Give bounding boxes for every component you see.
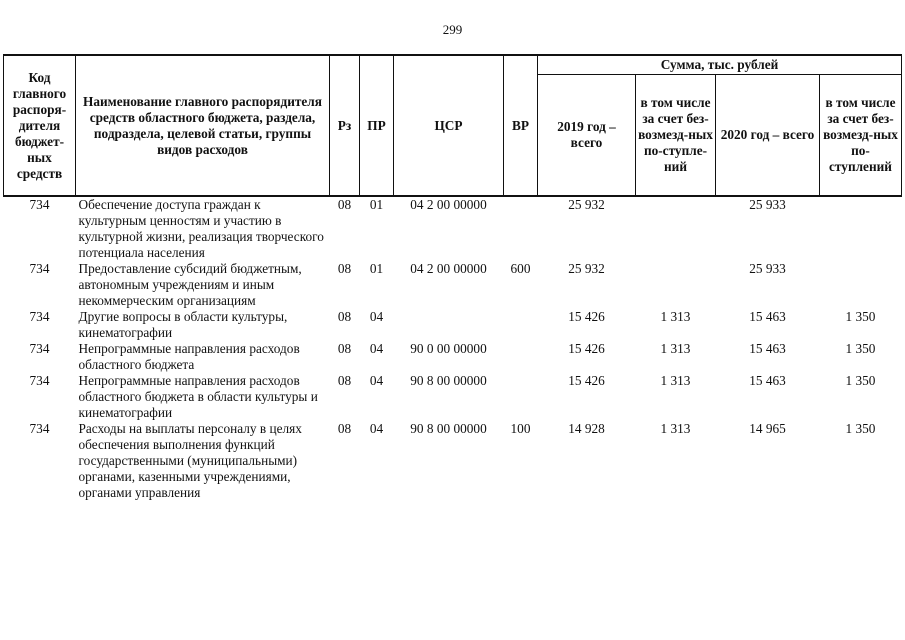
row-rz: 08 <box>337 309 352 324</box>
row-2020-free: 1 350 <box>845 421 876 436</box>
row-rz: 08 <box>337 421 352 436</box>
header-2019-total: 2019 год – всего <box>538 75 636 197</box>
table-row <box>4 421 902 501</box>
row-pr: 04 <box>369 373 384 388</box>
row-2020-total: 15 463 <box>749 373 786 388</box>
row-2019-free: 1 313 <box>660 373 691 388</box>
row-csr <box>394 309 504 341</box>
row-pr: 04 <box>369 341 384 356</box>
row-rz: 08 <box>337 197 352 212</box>
header-2019-free: в том числе за счет без-возмезд-ных по-ступле-ний <box>636 75 716 197</box>
row-vr <box>504 341 538 373</box>
row-code: 734 <box>29 261 50 276</box>
table-row <box>4 341 902 373</box>
row-pr: 01 <box>369 197 384 212</box>
table-row <box>4 309 902 341</box>
row-code: 734 <box>29 421 50 436</box>
row-vr: 100 <box>510 421 531 436</box>
row-name: Обеспечение доступа граждан к культурным ценностям и участию в культурной жизни, реализация творческого потенциала населения <box>78 197 324 260</box>
row-pr: 04 <box>369 309 384 324</box>
row-vr <box>504 309 538 341</box>
header-code: Код главного распоря-дителя бюджет-ных средств <box>4 55 76 196</box>
table-row <box>4 261 902 309</box>
row-rz: 08 <box>337 373 352 388</box>
row-vr <box>504 373 538 421</box>
row-vr: 600 <box>510 261 531 276</box>
row-2019-free: 1 313 <box>660 421 691 436</box>
row-code: 734 <box>29 373 50 388</box>
row-name: Предоставление субсидий бюджетным, автономным учреждениям и иным некоммерческим организациям <box>78 261 302 308</box>
row-2019-total: 15 426 <box>568 309 605 324</box>
row-name: Другие вопросы в области культуры, кинематографии <box>78 309 288 340</box>
header-name: Наименование главного распорядителя средств областного бюджета, раздела, подраздела, целевой статьи, группы видов расходов <box>76 55 330 196</box>
header-vr: ВР <box>504 55 538 196</box>
row-2020-total: 15 463 <box>749 309 786 324</box>
row-2019-free <box>636 261 716 309</box>
row-2019-total: 15 426 <box>568 341 605 356</box>
header-2020-free: в том числе за счет без-возмезд-ных по-ступлений <box>820 75 902 197</box>
header-pr: ПР <box>360 55 394 196</box>
header-rz: Рз <box>330 55 360 196</box>
row-csr: 90 8 00 00000 <box>410 373 487 388</box>
row-pr: 01 <box>369 261 384 276</box>
row-code: 734 <box>29 309 50 324</box>
row-csr: 04 2 00 00000 <box>410 261 487 276</box>
row-csr: 90 8 00 00000 <box>410 421 487 436</box>
row-2020-free <box>820 196 902 261</box>
row-csr: 90 0 00 00000 <box>410 341 487 356</box>
row-2020-total: 14 965 <box>749 421 786 436</box>
row-2019-free: 1 313 <box>660 341 691 356</box>
header-csr: ЦСР <box>394 55 504 196</box>
row-rz: 08 <box>337 261 352 276</box>
row-2019-total: 14 928 <box>568 421 605 436</box>
header-sum-group: Сумма, тыс. рублей <box>538 55 902 75</box>
row-2019-total: 15 426 <box>568 373 605 388</box>
row-pr: 04 <box>369 421 384 436</box>
row-name: Непрограммные направления расходов областного бюджета в области культуры и кинематографии <box>78 373 318 420</box>
row-2019-total: 25 932 <box>568 197 605 212</box>
row-2020-free <box>820 261 902 309</box>
row-name: Непрограммные направления расходов областного бюджета <box>78 341 300 372</box>
row-2020-free: 1 350 <box>845 341 876 356</box>
row-2020-total: 25 933 <box>749 197 786 212</box>
row-2019-total: 25 932 <box>568 261 605 276</box>
row-2019-free <box>636 196 716 261</box>
header-2020-total: 2020 год – всего <box>716 75 820 197</box>
row-code: 734 <box>29 341 50 356</box>
table-row <box>4 373 902 421</box>
row-rz: 08 <box>337 341 352 356</box>
budget-table <box>3 54 902 501</box>
row-name: Расходы на выплаты персоналу в целях обеспечения выполнения функций государственными (муниципальными) органами, казенными учреждениями, органами управления <box>78 421 302 500</box>
row-2020-free: 1 350 <box>845 309 876 324</box>
row-2020-total: 25 933 <box>749 261 786 276</box>
row-2020-total: 15 463 <box>749 341 786 356</box>
row-2020-free: 1 350 <box>845 373 876 388</box>
row-code: 734 <box>29 197 50 212</box>
row-2019-free: 1 313 <box>660 309 691 324</box>
page-number: 299 <box>442 22 463 37</box>
row-csr: 04 2 00 00000 <box>410 197 487 212</box>
row-vr <box>504 196 538 261</box>
table-row <box>4 196 902 261</box>
